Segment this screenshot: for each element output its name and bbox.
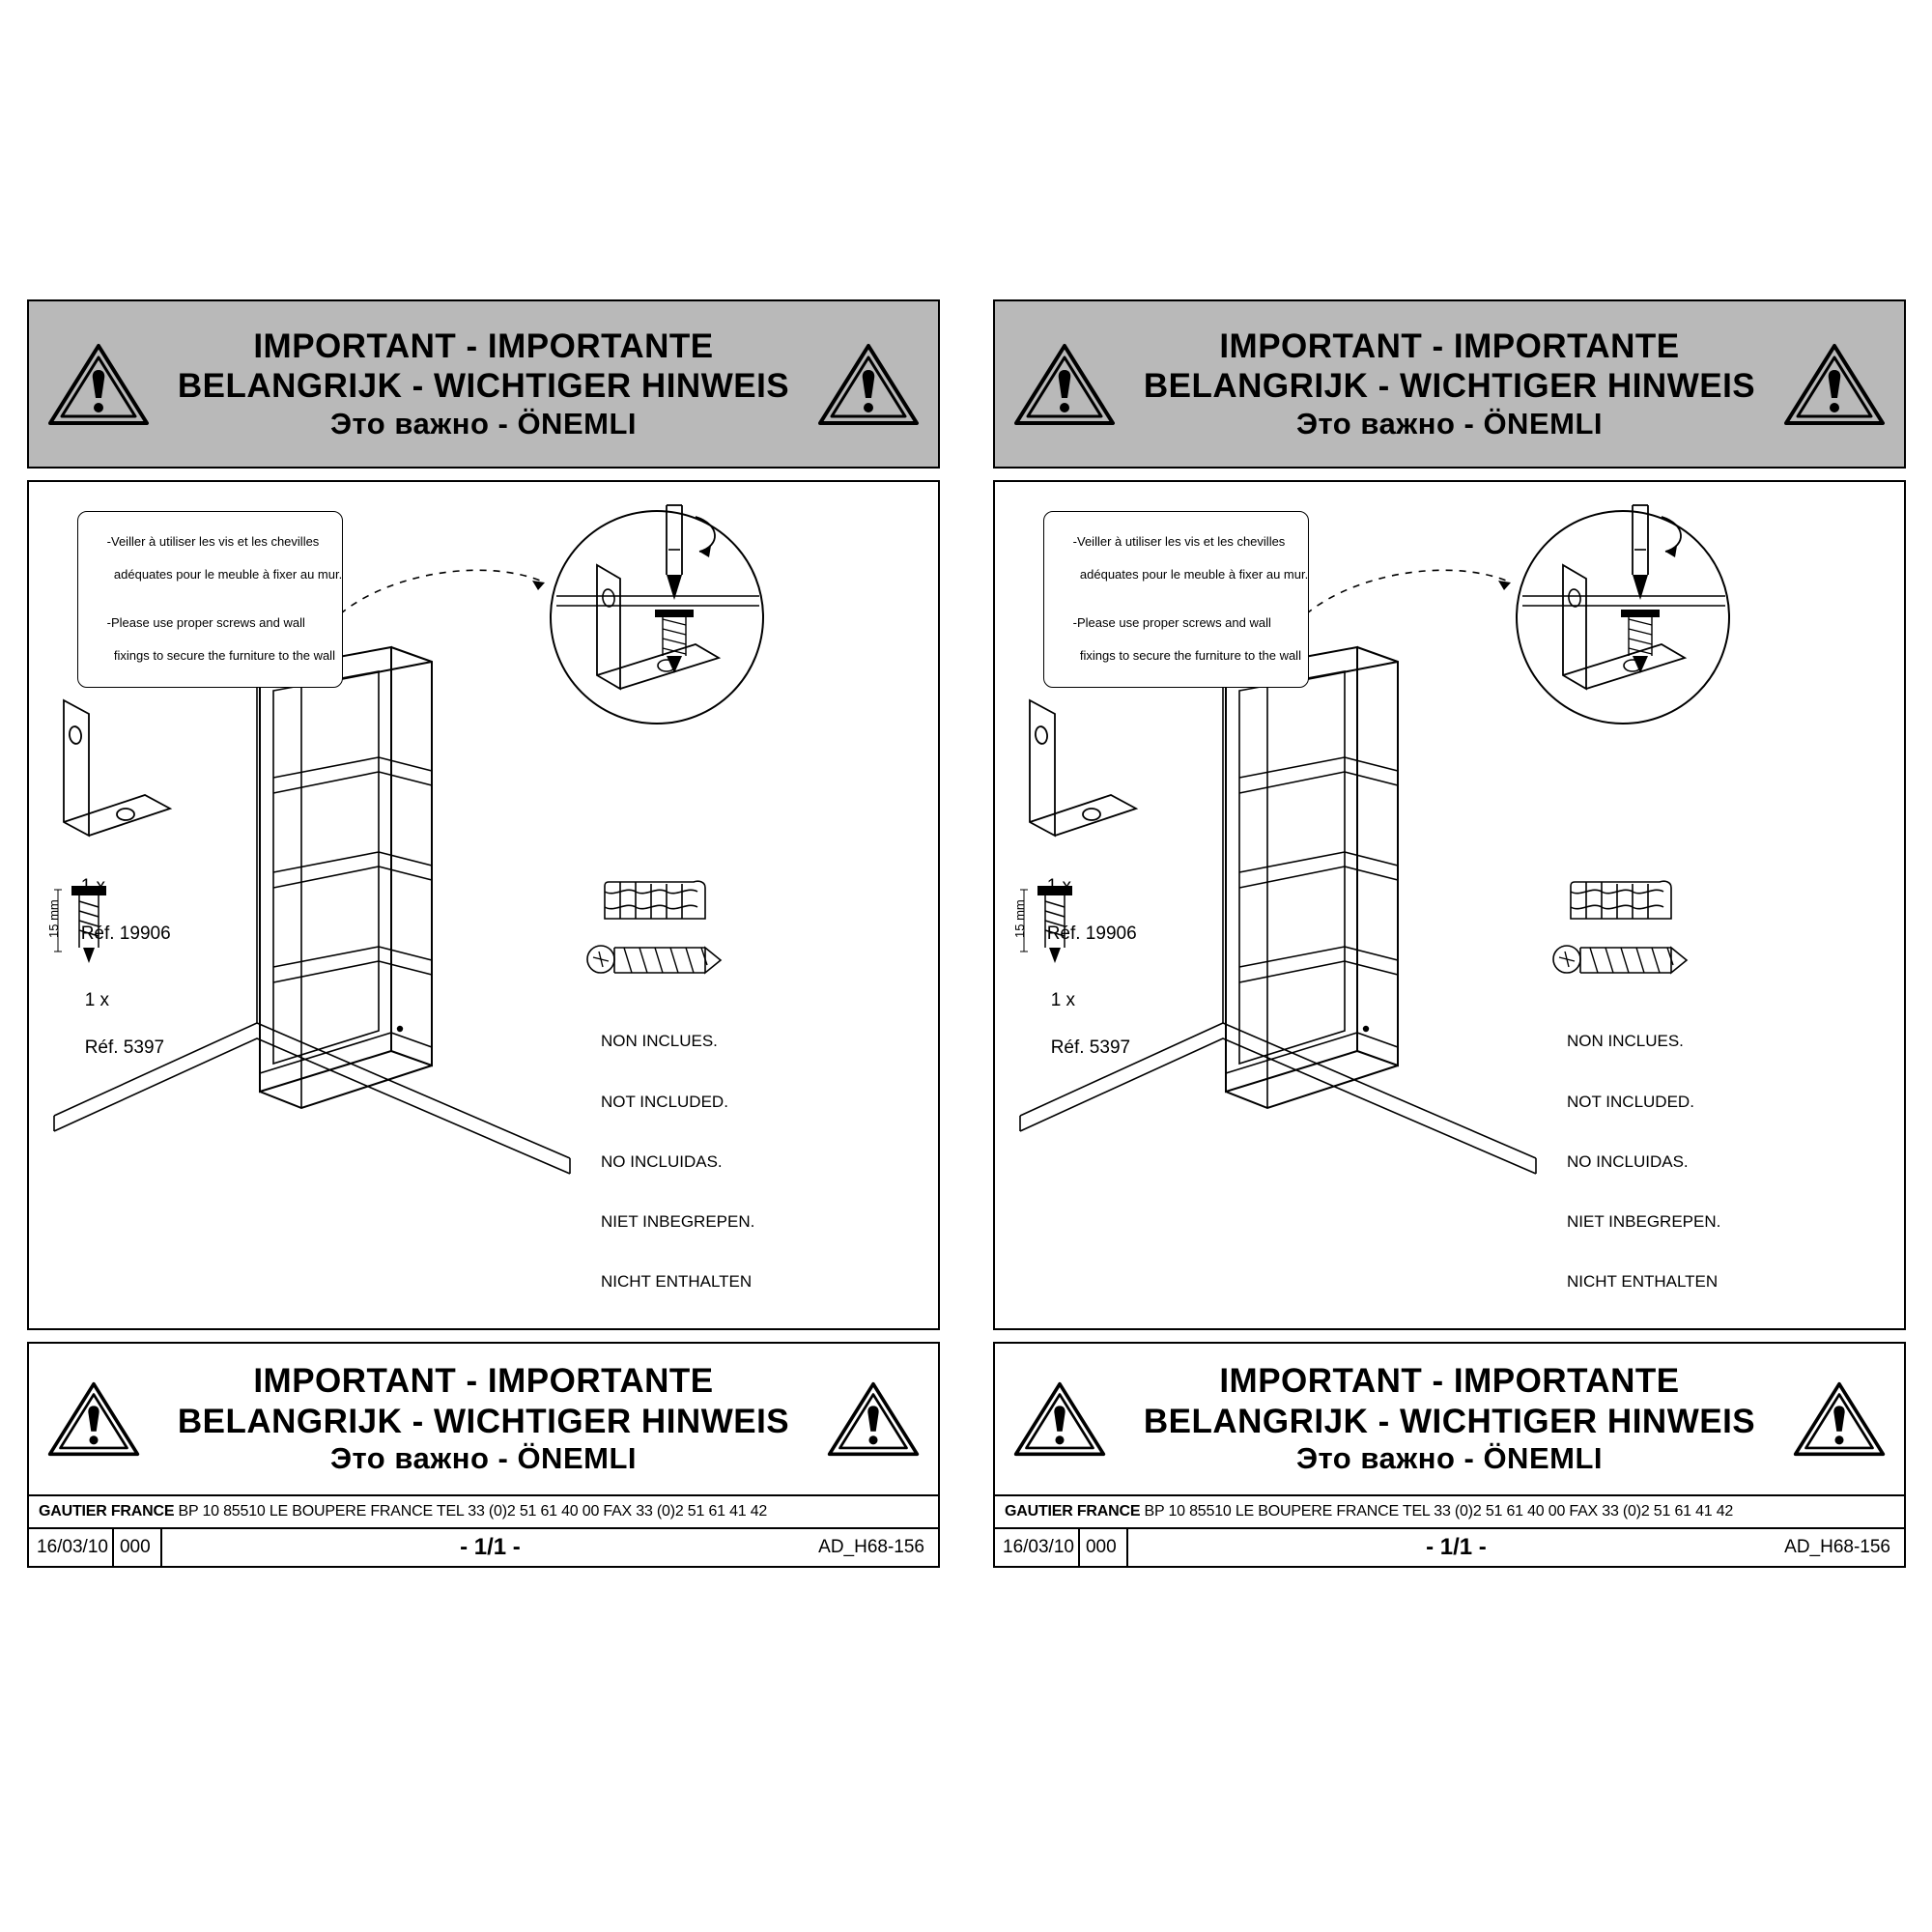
document-meta-bar bbox=[27, 1529, 940, 1568]
screw-ref: Réf. 5397 bbox=[1050, 1037, 1131, 1059]
wall-fixing-note bbox=[1043, 511, 1309, 688]
warning-triangle-icon bbox=[1792, 1378, 1887, 1460]
assembly-drawing-area bbox=[993, 480, 1906, 1330]
not-included-list bbox=[1567, 992, 1775, 1330]
screw-label bbox=[54, 965, 164, 1084]
note-line-fr-2: adéquates pour le meuble à fixer au mur. bbox=[106, 566, 343, 582]
banner-line-2: BELANGRIJK - WICHTIGER HINWEIS bbox=[177, 1402, 790, 1440]
banner-line-2: BELANGRIJK - WICHTIGER HINWEIS bbox=[1143, 1402, 1756, 1440]
document-date: 16/03/10 bbox=[999, 1529, 1080, 1566]
warning-triangle-icon bbox=[46, 1378, 141, 1460]
banner-line-3: Это важно - ÖNEMLI bbox=[329, 1441, 637, 1475]
banner-line-2: BELANGRIJK - WICHTIGER HINWEIS bbox=[1143, 367, 1756, 406]
note-line-en-1: -Please use proper screws and wall bbox=[106, 615, 305, 631]
document-meta-bar bbox=[993, 1529, 1906, 1568]
not-included-item: NON INCLUES. bbox=[1567, 1032, 1684, 1051]
document-revision: 000 bbox=[119, 1537, 151, 1557]
not-included-item: NO INCLUIDAS. bbox=[1567, 1151, 1689, 1171]
company-address-bar bbox=[993, 1496, 1906, 1529]
warning-banner-top bbox=[993, 299, 1906, 469]
warning-triangle-icon bbox=[1012, 340, 1117, 429]
not-included-item: NIET INBEGREPEN. bbox=[1567, 1212, 1721, 1232]
company-address: GAUTIER FRANCE BP 10 85510 LE BOUPERE FRANCE TEL 33 (0)2 51 61 40 00 FAX 33 (0)2 51 61 41 42 bbox=[39, 1503, 768, 1520]
instruction-sheet-right bbox=[993, 299, 1906, 1647]
note-line-fr-1: -Veiller à utiliser les vis et les chevilles bbox=[1072, 533, 1286, 549]
warning-triangle-icon bbox=[816, 340, 921, 429]
banner-line-3: Это важно - ÖNEMLI bbox=[1295, 406, 1603, 440]
assembly-drawing-area bbox=[27, 480, 940, 1330]
not-included-item: NOT INCLUDED. bbox=[1567, 1092, 1694, 1111]
note-line-fr-1: -Veiller à utiliser les vis et les chevilles bbox=[106, 533, 320, 549]
date-revision-group bbox=[995, 1529, 1128, 1566]
warning-triangle-icon bbox=[1012, 1378, 1107, 1460]
banner-line-3: Это важно - ÖNEMLI bbox=[1295, 1441, 1603, 1475]
not-included-item: NON INCLUES. bbox=[601, 1032, 718, 1051]
note-line-en-2: fixings to secure the furniture to the wall bbox=[1072, 648, 1301, 664]
warning-triangle-icon bbox=[826, 1378, 921, 1460]
warning-banner-top bbox=[27, 299, 940, 469]
document-reference: AD_H68-156 bbox=[1784, 1537, 1890, 1557]
banner-line-1: IMPORTANT - IMPORTANTE bbox=[253, 327, 714, 365]
screw-qty: 1 x bbox=[1050, 989, 1076, 1010]
not-included-item: NO INCLUIDAS. bbox=[601, 1151, 723, 1171]
bracket-label bbox=[50, 851, 171, 970]
company-address: GAUTIER FRANCE BP 10 85510 LE BOUPERE FRANCE TEL 33 (0)2 51 61 40 00 FAX 33 (0)2 51 61 41 42 bbox=[1005, 1503, 1734, 1520]
warning-banner-bottom bbox=[27, 1342, 940, 1496]
screw-ref: Réf. 5397 bbox=[84, 1037, 165, 1059]
instruction-sheet-left bbox=[27, 299, 940, 1647]
banner-text-block bbox=[178, 1361, 789, 1476]
banner-line-3: Это важно - ÖNEMLI bbox=[329, 406, 637, 440]
not-included-item: NIET INBEGREPEN. bbox=[601, 1212, 755, 1232]
date-revision-group bbox=[29, 1529, 162, 1566]
warning-triangle-icon bbox=[46, 340, 151, 429]
not-included-item: NOT INCLUDED. bbox=[601, 1092, 728, 1111]
bracket-label bbox=[1016, 851, 1137, 970]
warning-triangle-icon bbox=[1782, 340, 1887, 429]
warning-banner-bottom bbox=[993, 1342, 1906, 1496]
banner-line-1: IMPORTANT - IMPORTANTE bbox=[1219, 327, 1680, 365]
not-included-list bbox=[601, 992, 809, 1330]
screw-qty: 1 x bbox=[84, 989, 110, 1010]
not-included-item: NICHT ENTHALTEN bbox=[601, 1272, 753, 1292]
page-number: - 1/1 - bbox=[460, 1534, 521, 1560]
page-number: - 1/1 - bbox=[1426, 1534, 1487, 1560]
banner-line-1: IMPORTANT - IMPORTANTE bbox=[253, 1362, 714, 1401]
not-included-item: NICHT ENTHALTEN bbox=[1567, 1272, 1719, 1292]
bracket-ref: Réf. 19906 bbox=[1046, 923, 1137, 945]
bracket-qty: 1 x bbox=[1046, 875, 1072, 896]
wall-fixing-note bbox=[77, 511, 343, 688]
note-line-fr-2: adéquates pour le meuble à fixer au mur. bbox=[1072, 566, 1309, 582]
svg-text:15 mm: 15 mm bbox=[46, 899, 61, 938]
note-line-en-1: -Please use proper screws and wall bbox=[1072, 615, 1271, 631]
banner-line-2: BELANGRIJK - WICHTIGER HINWEIS bbox=[177, 367, 790, 406]
banner-text-block bbox=[1144, 1361, 1755, 1476]
svg-text:15 mm: 15 mm bbox=[1012, 899, 1027, 938]
document-reference: AD_H68-156 bbox=[818, 1537, 924, 1557]
bracket-ref: Réf. 19906 bbox=[80, 923, 171, 945]
screw-label bbox=[1020, 965, 1130, 1084]
document-date: 16/03/10 bbox=[33, 1529, 114, 1566]
company-address-bar bbox=[27, 1496, 940, 1529]
banner-text-block bbox=[178, 327, 789, 441]
document-revision: 000 bbox=[1085, 1537, 1117, 1557]
note-line-en-2: fixings to secure the furniture to the wall bbox=[106, 648, 335, 664]
bracket-qty: 1 x bbox=[80, 875, 106, 896]
banner-text-block bbox=[1144, 327, 1755, 441]
banner-line-1: IMPORTANT - IMPORTANTE bbox=[1219, 1362, 1680, 1401]
